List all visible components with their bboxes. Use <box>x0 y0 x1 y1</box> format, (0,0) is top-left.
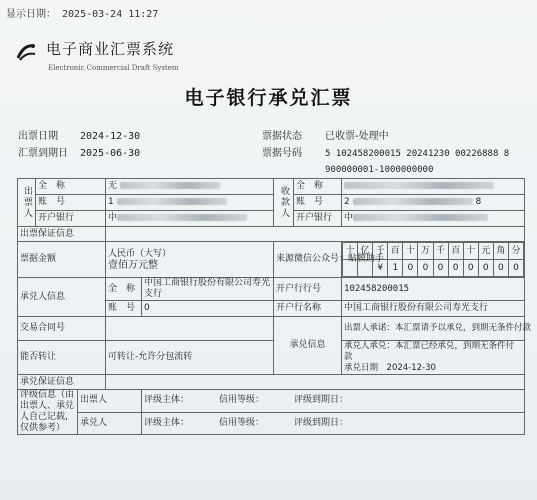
redacted-block <box>117 198 227 205</box>
acceptor-name-line1: 中国工商银行股份有限公司寿光 <box>144 278 271 288</box>
ecds-logo-icon <box>14 40 38 64</box>
amount-digit-cell: ¥ <box>373 260 388 277</box>
watermark-text: 来源微信公众号：贴膜助手 <box>274 242 342 278</box>
drawer-bank-label: 开户银行 <box>36 211 106 227</box>
bill-number: 5 102458200015 20241230 00226888 8 <box>325 149 510 159</box>
amount-digit-cell: 1 <box>388 260 403 277</box>
drawer-name-value: 无 <box>108 181 118 191</box>
display-date: 显示日期： 2025-03-24 11:27 <box>6 9 159 20</box>
payee-name-label: 全 称 <box>294 179 342 195</box>
amount-unit-cell: 千 <box>433 243 448 260</box>
payee-account-label: 账 号 <box>294 195 342 211</box>
payee-account-cell <box>342 195 525 211</box>
amount-digit-cell: 0 <box>418 260 433 277</box>
amount-unit-cell: 角 <box>493 243 508 260</box>
bank-no-label: 开户行行号 <box>274 278 342 301</box>
rating-drawer-row <box>142 390 525 413</box>
rating-due: 评级到期日： <box>294 395 349 406</box>
payee-account-tail: 8 <box>475 197 482 207</box>
amount-unit-cell: 元 <box>478 243 493 260</box>
transfer-value: 可转让-允许分包流转 <box>106 341 274 375</box>
contract-label: 交易合同号 <box>18 317 106 341</box>
drawer-name-cell <box>106 179 274 195</box>
amount-digit-cell: 0 <box>493 260 508 277</box>
accept-info-label: 承兑信息 <box>274 317 342 375</box>
amount-currency: 人民币（大写） <box>108 248 172 259</box>
page-title: 电子银行承兑汇票 <box>184 87 353 109</box>
acceptor-promise: 承兑人承兑：本汇票已经承兑，到期无条件付款 <box>344 341 515 362</box>
amount-unit-cell: 亿 <box>358 243 373 260</box>
amount-digit-cell: 0 <box>403 260 418 277</box>
drawer-account-value: 1 <box>108 197 114 207</box>
acceptor-name-cell <box>142 278 274 301</box>
payee-section-label: 收款人 <box>274 179 294 227</box>
drawer-account-cell <box>106 195 274 211</box>
issue-date: 2024-12-30 <box>80 131 141 142</box>
logo-en: Electronic Commercial Draft System <box>48 64 179 72</box>
due-date: 2025-06-30 <box>80 148 141 159</box>
status-value: 已收票-处理中 <box>325 131 389 142</box>
amount-words-cell <box>106 242 274 278</box>
amount-digit-cell: 0 <box>433 260 448 277</box>
rating-grade: 信用等级： <box>219 395 265 406</box>
amount-unit-cell: 万 <box>418 243 433 260</box>
payee-bank-value: 中 <box>344 213 354 223</box>
guarantee-value <box>106 227 525 242</box>
redacted-block <box>120 182 220 189</box>
accept-date: 承兑日期 2024-12-30 <box>344 363 436 373</box>
bill-number-range: 900000001-1000000000 <box>325 165 434 175</box>
transfer-label: 能否转让 <box>18 341 106 375</box>
contract-value <box>106 317 274 341</box>
drawer-account-label: 账 号 <box>36 195 106 211</box>
amount-unit-cell: 十 <box>343 243 358 260</box>
acceptor-account-label: 账 号 <box>106 301 142 317</box>
amount-unit-cell: 十 <box>463 243 478 260</box>
rating-acceptor-row <box>142 412 525 435</box>
payee-account-value: 2 <box>344 197 350 207</box>
drawer-section-label: 出票人 <box>18 179 36 227</box>
bank-no-value: 102458200015 <box>342 278 525 301</box>
rating-due: 评级到期日： <box>294 417 349 428</box>
amount-unit-cell: 百 <box>448 243 463 260</box>
payee-bank-cell <box>342 211 525 227</box>
acceptor-promise-cell <box>342 341 525 375</box>
drawer-bank-cell <box>106 211 274 227</box>
payee-name-cell <box>342 179 525 195</box>
status-label: 票据状态 <box>262 131 302 142</box>
number-label: 票据号码 <box>262 148 302 159</box>
redacted-block <box>353 198 473 205</box>
amount-digit-cell: 0 <box>478 260 493 277</box>
amount-label: 票据金额 <box>18 242 106 278</box>
bank-name-label: 开户行名称 <box>274 301 342 317</box>
bill-table <box>17 178 532 435</box>
drawer-promise: 出票人承诺：本汇票请予以承兑，到期无条件付款 <box>342 317 525 341</box>
rating-grade: 信用等级： <box>219 417 265 428</box>
guarantee2-label: 承兑保证信息 <box>18 375 106 390</box>
redacted-block <box>353 214 488 221</box>
amount-unit-cell: 分 <box>508 243 523 260</box>
amount-words: 壹佰万元整 <box>108 259 159 271</box>
acceptor-label: 承兑人信息 <box>18 278 106 317</box>
redacted-block <box>344 182 494 189</box>
bank-name-value: 中国工商银行股份有限公司寿光支行 <box>342 301 525 317</box>
payee-bank-label: 开户银行 <box>294 211 342 227</box>
due-date-label: 汇票到期日 <box>18 148 68 159</box>
rating-label: 评级信息（由出票人、承兑人自己记载，仅供参考） <box>18 390 78 435</box>
amount-unit-cell: 十 <box>403 243 418 260</box>
redacted-block <box>117 214 247 221</box>
guarantee2-value <box>106 375 525 390</box>
guarantee-label: 出票保证信息 <box>18 227 106 242</box>
amount-unit-cell: 千 <box>373 243 388 260</box>
acceptor-account-value: 0 <box>142 301 274 317</box>
drawer-name-label: 全 称 <box>36 179 106 195</box>
rating-subject: 评级主体： <box>144 395 190 406</box>
issue-date-label: 出票日期 <box>18 131 58 142</box>
rating-acceptor-label: 承兑人 <box>78 412 142 435</box>
amount-unit-cell: 百 <box>388 243 403 260</box>
rating-drawer-label: 出票人 <box>78 390 142 413</box>
amount-digit-cell: 0 <box>508 260 523 277</box>
amount-digit-cell: 0 <box>463 260 478 277</box>
rating-subject: 评级主体： <box>144 417 190 428</box>
acceptor-name-line2: 支行 <box>144 289 163 299</box>
acceptor-name-label: 全 称 <box>106 278 142 301</box>
amount-digit-cell: 0 <box>448 260 463 277</box>
logo-cn: 电子商业汇票系统 <box>46 40 175 58</box>
drawer-bank-value: 中 <box>108 213 118 223</box>
